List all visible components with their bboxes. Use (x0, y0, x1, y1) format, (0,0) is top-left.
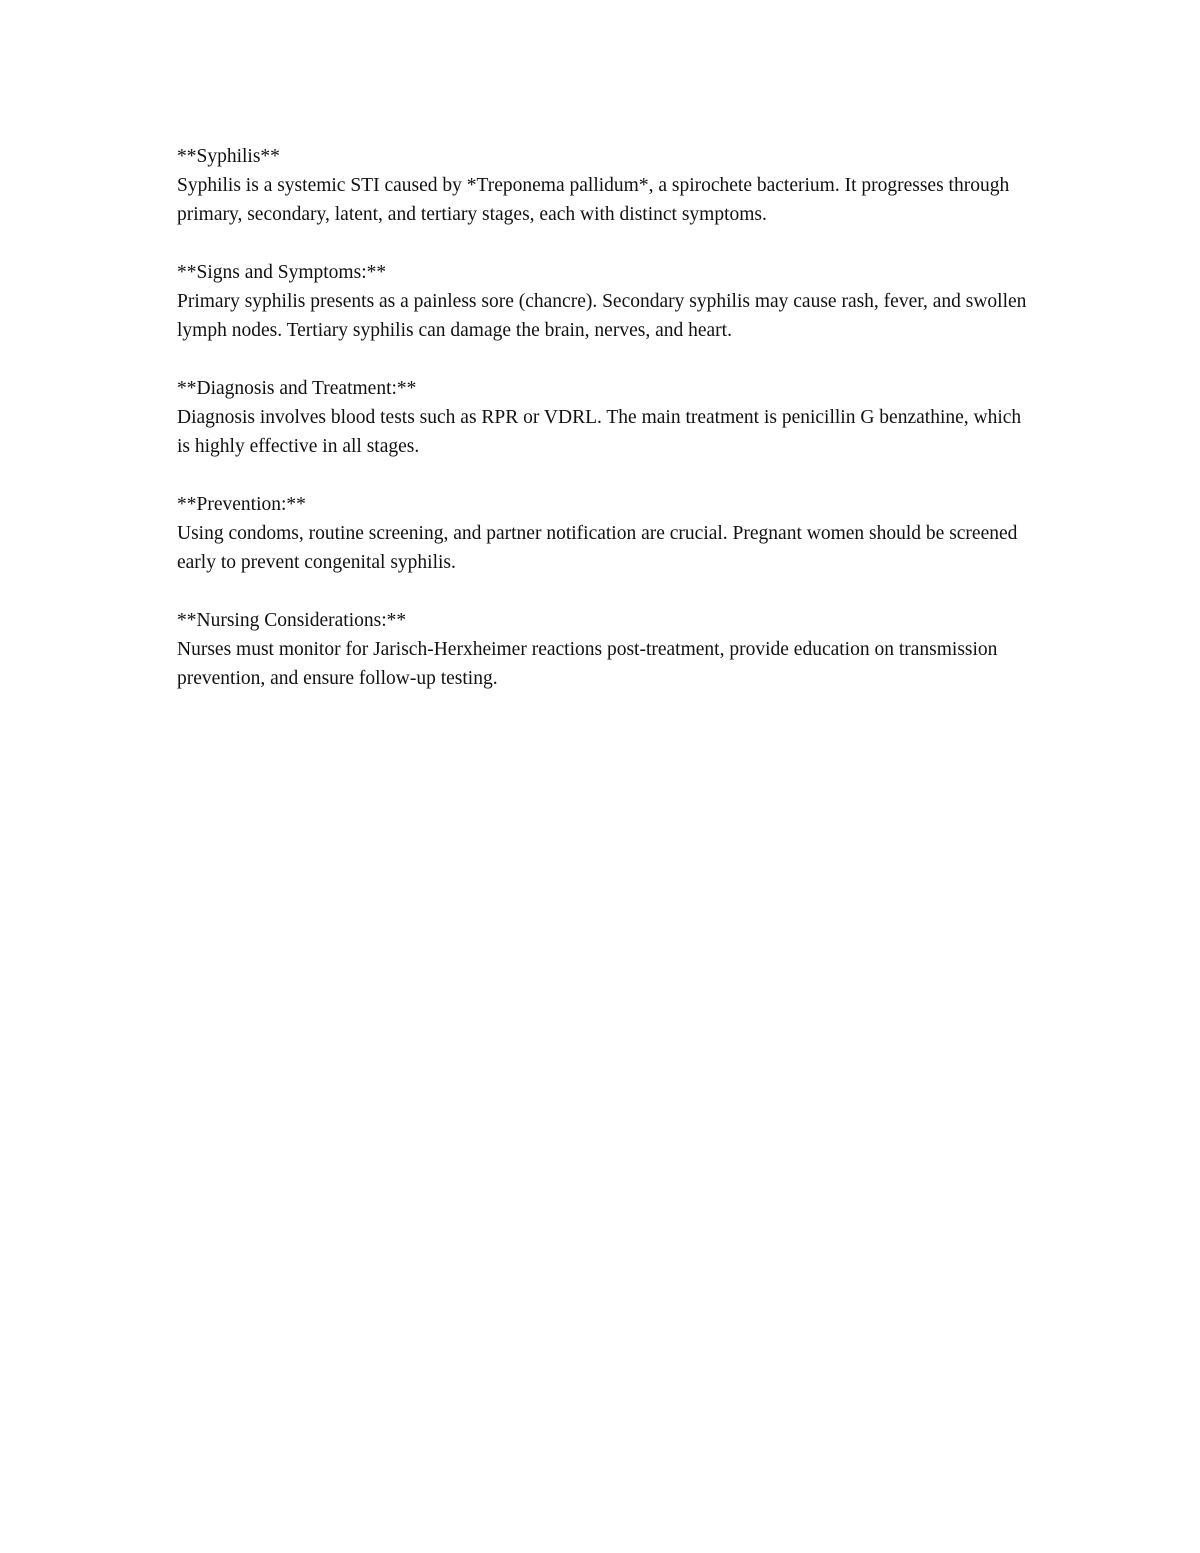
section-body: Syphilis is a systemic STI caused by *Treponema pallidum*, a spirochete bacterium. It progresses through primary, secondary, latent, and tertiary stages, each with distinct symptoms. (177, 175, 1010, 225)
section-body: Diagnosis involves blood tests such as RPR or VDRL. The main treatment is penicillin G benzathine, which is highly effective in all stages. (177, 407, 1022, 457)
section-body: Using condoms, routine screening, and partner notification are crucial. Pregnant women should be screened early to prevent congenital syphilis. (177, 523, 1018, 573)
document-content (177, 142, 1037, 722)
section-prevention (177, 490, 1037, 577)
section-body: Primary syphilis presents as a painless sore (chancre). Secondary syphilis may cause rash, fever, and swollen lymph nodes. Tertiary syphilis can damage the brain, nerves, and heart. (177, 291, 1027, 341)
section-nursing-considerations (177, 606, 1037, 693)
section-diagnosis-and-treatment (177, 374, 1037, 461)
section-signs-and-symptoms (177, 258, 1037, 345)
section-heading: **Prevention:** (177, 494, 306, 515)
section-heading: **Nursing Considerations:** (177, 610, 407, 631)
section-heading: **Diagnosis and Treatment:** (177, 378, 417, 399)
section-syphilis (177, 142, 1037, 229)
section-heading: **Signs and Symptoms:** (177, 262, 387, 283)
section-heading: **Syphilis** (177, 146, 280, 167)
section-body: Nurses must monitor for Jarisch-Herxheimer reactions post-treatment, provide education on transmission prevention, and ensure follow-up testing. (177, 639, 998, 689)
